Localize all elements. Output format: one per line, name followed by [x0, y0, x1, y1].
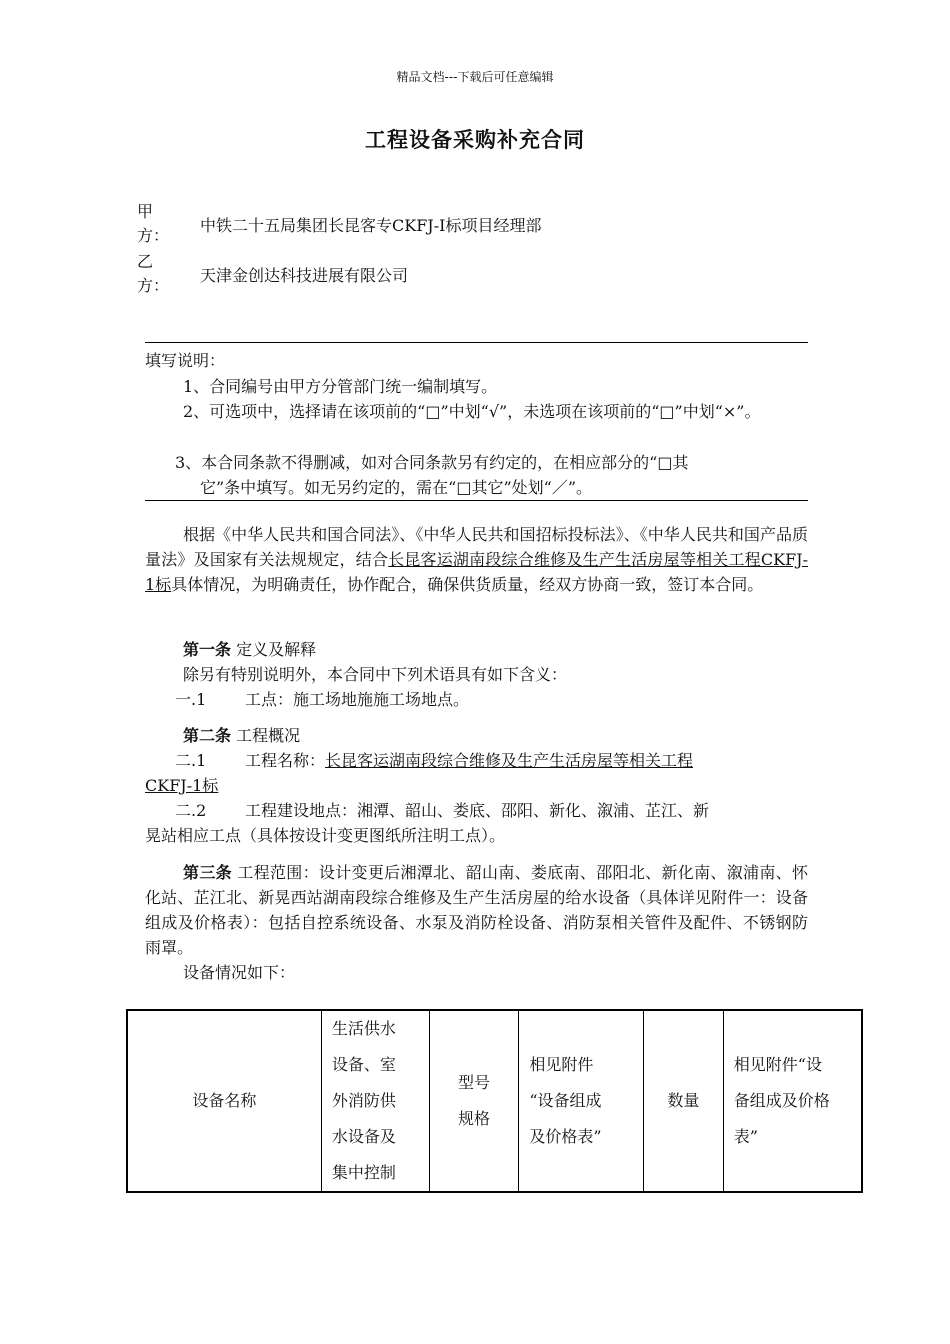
- instruction-item-1: 1、合同编号由甲方分管部门统一编制填写。: [183, 377, 498, 396]
- instruction-item-3-line2: 它”条中填写。如无另约定的，需在“□其它”处划“／”。: [200, 478, 593, 497]
- article-1-number: 第一条: [183, 640, 232, 659]
- header-note: 精品文档---下载后可任意编辑: [396, 70, 554, 84]
- equipment-table: [126, 1009, 863, 1193]
- article-2-heading: [183, 723, 808, 748]
- article-3-paragraph: [145, 860, 808, 960]
- equipment-intro: 设备情况如下：: [183, 963, 296, 982]
- article-2-item-2-line2: 晃站相应工点（具体按设计变更图纸所注明工点）。: [145, 826, 506, 845]
- cell-line: “设备组成: [529, 1091, 602, 1110]
- article-2-item-1-value: 长昆客运湖南段综合维修及生产生活房屋等相关工程: [325, 751, 694, 770]
- article-3-text: 工程范围：设计变更后湘潭北、韶山南、娄底南、邵阳北、新化南、溆浦南、怀化站、芷江北、新晃西站湖南段综合维修及生产生活房屋的给水设备（具体详见附件一：设备组成及价格表）：包括自控系统设备、水泵及消防栓设备、消防泵相关管件及配件、不锈钢防雨罩。: [145, 863, 808, 957]
- cell-line: 型号: [457, 1073, 490, 1092]
- cell-line: 及价格表”: [529, 1127, 602, 1146]
- article-1-heading: [183, 637, 808, 662]
- cell-quantity-value: [723, 1010, 862, 1192]
- preamble-paragraph: [145, 522, 808, 597]
- party-a-label-line1: 甲: [137, 202, 154, 221]
- instructions-bottom-rule: [145, 500, 808, 501]
- cell-line: 相见附件: [529, 1055, 594, 1074]
- cell-line: 集中控制: [331, 1163, 396, 1182]
- article-2-item-1-value-cont: CKFJ-1标: [145, 776, 219, 795]
- cell-line: 设备、室: [331, 1055, 396, 1074]
- party-a-value: 中铁二十五局集团长昆客专CKFJ-I标项目经理部: [200, 216, 542, 235]
- instruction-item-3-line1: 3、本合同条款不得删减，如对合同条款另有约定的，在相应部分的“□其: [175, 453, 689, 472]
- preamble-text-1: 根据《中华人民共和国合同法》、《中华人民共和国招标投标法》、《中华人民共和国产品质量法》及国家有关法规规定，结合: [145, 525, 808, 569]
- article-2-item-1-no: 二.1: [175, 751, 207, 770]
- cell-line: 水设备及: [331, 1127, 396, 1146]
- instructions-heading: 填写说明：: [145, 351, 226, 370]
- cell-line: 生活供水: [331, 1019, 396, 1038]
- article-2-item-1: [245, 748, 693, 773]
- cell-line: 表”: [733, 1127, 758, 1146]
- article-2-item-2-no: 二.2: [175, 801, 207, 820]
- cell-line: 规格: [457, 1109, 490, 1128]
- party-b-label: [137, 250, 177, 298]
- instruction-item-2: 2、可选项中，选择请在该项前的“□”中划“√”，未选项在该项前的“□”中划“×”。: [183, 402, 761, 421]
- article-1-title: 定义及解释: [231, 640, 317, 659]
- cell-line: 外消防供: [331, 1091, 396, 1110]
- article-1-item-text: 工点：施工场地施施工场地点。: [245, 690, 470, 709]
- party-b-label-line1: 乙: [137, 252, 154, 271]
- cell-equipment-name-value: [321, 1010, 429, 1192]
- cell-line: 相见附件“设: [733, 1055, 822, 1074]
- article-2-number: 第二条: [183, 726, 232, 745]
- instructions-top-rule: [145, 342, 808, 343]
- cell-model-spec-value: [519, 1010, 644, 1192]
- cell-equipment-name-label: 设备名称: [127, 1010, 321, 1192]
- article-3-number: 第三条: [183, 863, 232, 882]
- table-row: [127, 1010, 862, 1192]
- document-title: 工程设备采购补充合同: [365, 128, 585, 152]
- article-2-title: 工程概况: [231, 726, 301, 745]
- party-a-label: [137, 200, 177, 248]
- article-2-item-2-line1: 工程建设地点：湘潭、韶山、娄底、邵阳、新化、溆浦、芷江、新: [245, 801, 710, 820]
- party-b-value: 天津金创达科技进展有限公司: [200, 266, 409, 285]
- cell-quantity-label: 数量: [643, 1010, 723, 1192]
- cell-line: 备组成及价格: [733, 1091, 830, 1110]
- article-1-line: 除另有特别说明外，本合同中下列术语具有如下含义：: [183, 665, 568, 684]
- preamble-text-2: 具体情况，为明确责任，协作配合，确保供货质量，经双方协商一致，签订本合同。: [171, 575, 764, 594]
- party-b-label-line2: 方：: [137, 276, 170, 295]
- party-a-label-line2: 方：: [137, 226, 170, 245]
- cell-model-spec-label: [429, 1010, 519, 1192]
- article-2-item-1-label: 工程名称：: [245, 751, 326, 770]
- article-1-item-no: 一.1: [175, 690, 207, 709]
- preamble-project-name: 长昆客运湖南段综合维修及生产生活房屋等相关工程CKFJ-1标: [145, 550, 808, 594]
